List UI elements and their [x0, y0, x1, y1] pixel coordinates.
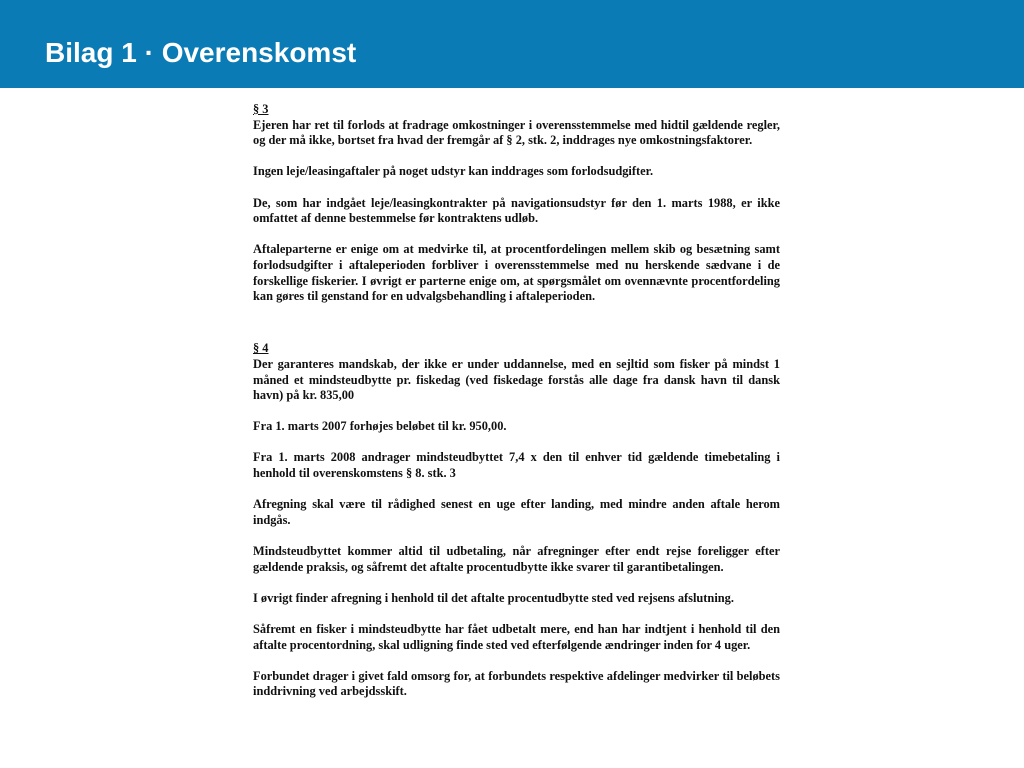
- title-bar: [0, 0, 1024, 88]
- section-4-paragraph-8: Forbundet drager i givet fald omsorg for, at forbundets respektive afdelinger medvirker til beløbets inddrivning ved arbejdsskift.: [253, 668, 780, 699]
- section-spacer: [253, 320, 780, 341]
- section-4-paragraph-3: Fra 1. marts 2008 andrager mindsteudbyttet 7,4 x den til enhver tid gældende timebetaling i henhold til overenskomstens § 8. stk. 3: [253, 450, 780, 481]
- section-4-heading: § 4: [253, 341, 269, 356]
- section-4-paragraph-4: Afregning skal være til rådighed senest en uge efter landing, med mindre anden aftale herom indgås.: [253, 497, 780, 527]
- section-3-paragraph-2: Ingen leje/leasingaftaler på noget udstyr kan inddrages som forlodsudgifter.: [253, 164, 654, 179]
- section-4-paragraph-6: I øvrigt finder afregning i henhold til det aftalte procentudbytte sted ved rejsens afslutning.: [253, 590, 734, 605]
- section-3-paragraph-4: Aftaleparterne er enige om at medvirke til, at procentfordelingen mellem skib og besætning samt forlodsudgifter i aftaleperioden forbliver i overensstemmelse med nu herskende sædvane i de forskellige fiskerier. I øvrigt er parterne enige om, at spørgsmålet om ovennævnte procentfordeling kan gøres til genstand for en udvalgsbehandling i aftaleperioden.: [253, 242, 780, 304]
- section-3-paragraph-3: De, som har indgået leje/leasingkontrakter på navigationsudstyr før den 1. marts 1988, er ikke omfattet af denne bestemmelse før kontraktens udløb.: [253, 195, 780, 226]
- document-scan: [253, 102, 780, 716]
- section-4-paragraph-7: Såfremt en fisker i mindsteudbytte har fået udbetalt mere, end han har indtjent i henhold til den aftalte procentordning, skal udligning finde sted ved efterfølgende ændringer inden for 4 uger.: [253, 622, 780, 652]
- section-3: [253, 102, 780, 305]
- section-3-paragraph-1: Ejeren har ret til forlods at fradrage omkostninger i overensstemmelse med hidtil gældende regler, og der må ikke, bortset fra hvad der fremgår af § 2, stk. 2, inddrages nye omkostningsfaktorer.: [253, 117, 780, 148]
- section-4-paragraph-2: Fra 1. marts 2007 forhøjes beløbet til kr. 950,00.: [253, 419, 507, 434]
- section-4-paragraph-1: Der garanteres mandskab, der ikke er under uddannelse, med en sejltid som fisker på mindst 1 måned et mindsteudbytte pr. fiskedag (ved fiskedage forstås alle dage fra dansk havn til dansk havn) på kr. 835,00: [253, 356, 780, 403]
- section-3-heading: § 3: [253, 102, 269, 116]
- section-4: [253, 341, 780, 700]
- section-4-paragraph-5: Mindsteudbyttet kommer altid til udbetaling, når afregninger efter endt rejse foreligger efter gældende praksis, og såfremt det aftalte procentudbytte ikke svarer til garantibetalingen.: [253, 544, 780, 574]
- slide-title: Bilag 1 · Overenskomst: [45, 37, 357, 68]
